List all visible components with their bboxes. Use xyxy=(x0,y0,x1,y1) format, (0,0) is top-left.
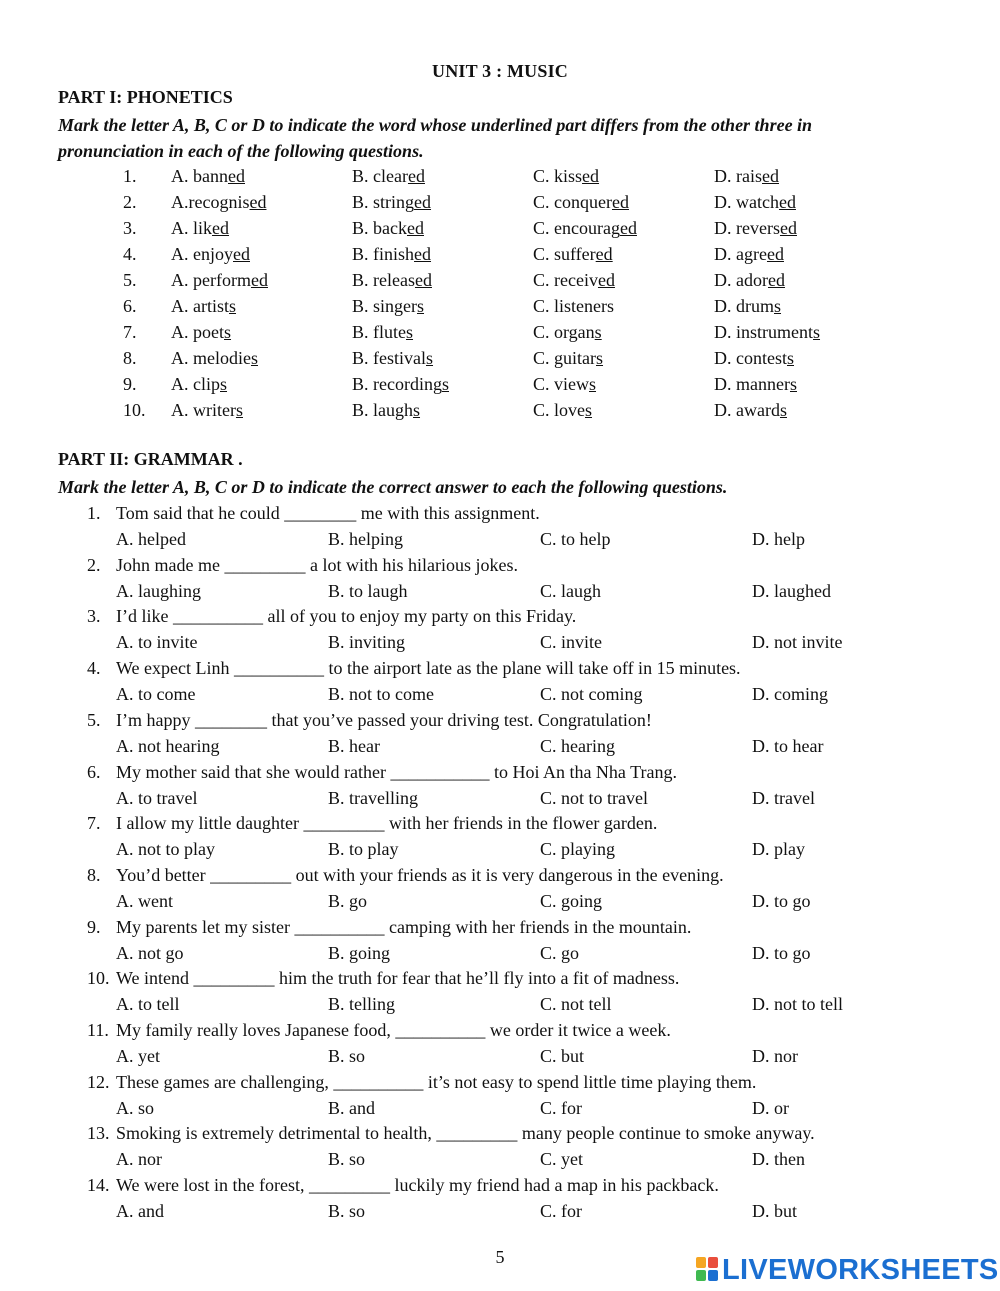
answer-option[interactable] xyxy=(352,267,432,293)
answer-option[interactable]: C. go xyxy=(540,942,580,963)
part1-heading: PART I: PHONETICS xyxy=(58,87,233,107)
grammar-question xyxy=(0,1017,1000,1043)
answer-option[interactable]: D. nor xyxy=(752,1046,798,1066)
option-text: C. conquer xyxy=(533,192,612,212)
underlined-part: s xyxy=(413,400,421,420)
answer-options-row xyxy=(0,526,1000,552)
question-number: 10. xyxy=(87,968,110,989)
grammar-question xyxy=(0,862,1000,888)
option-text: B. string xyxy=(352,192,415,212)
answer-option[interactable]: A. so xyxy=(116,1097,155,1118)
answer-option[interactable]: D. play xyxy=(752,839,805,860)
underlined-part: s xyxy=(441,374,449,394)
underlined-part: ed xyxy=(619,218,637,238)
underlined-part: ed xyxy=(250,270,268,290)
option-text: C. suffer xyxy=(533,244,596,264)
question-number: 5. xyxy=(87,709,101,730)
answer-option[interactable] xyxy=(352,163,425,189)
answer-option[interactable] xyxy=(352,189,431,215)
underlined-part: s xyxy=(779,400,787,420)
grammar-question xyxy=(0,552,1000,578)
grammar-question xyxy=(0,1069,1000,1095)
answer-option[interactable] xyxy=(352,319,413,345)
underlined-part: ed xyxy=(414,270,432,290)
answer-option[interactable]: A. to come xyxy=(116,684,196,705)
answer-options-row xyxy=(0,1095,1000,1121)
answer-options-row xyxy=(0,1146,1000,1172)
grammar-question xyxy=(0,707,1000,733)
answer-option[interactable] xyxy=(171,371,227,397)
underlined-part: s xyxy=(786,348,794,368)
answer-option[interactable]: B. helping xyxy=(328,529,403,549)
answer-option[interactable]: A. not to play xyxy=(116,839,215,860)
answer-option[interactable] xyxy=(171,397,243,423)
answer-options-row xyxy=(0,1198,1000,1224)
underlined-part: s xyxy=(596,348,604,368)
answer-option[interactable] xyxy=(171,293,236,319)
option-text: A. artist xyxy=(171,296,229,316)
option-text: A. clip xyxy=(171,374,220,394)
option-text: C. view xyxy=(533,374,589,394)
answer-option[interactable] xyxy=(352,215,424,241)
option-text: D. contest xyxy=(714,348,787,368)
underlined-part: s xyxy=(585,400,593,420)
answer-option[interactable]: A. helped xyxy=(116,529,186,549)
underlined-part: ed xyxy=(228,166,245,186)
answer-option[interactable]: B. so xyxy=(328,1046,366,1066)
answer-option[interactable] xyxy=(171,319,231,345)
option-text: C. guitar xyxy=(533,348,596,368)
grammar-question xyxy=(0,603,1000,629)
answer-option[interactable]: D. but xyxy=(752,1201,797,1222)
question-text: Smoking is extremely detrimental to health, _________ many people continue to smoke anyway. xyxy=(116,1123,815,1144)
part1-instruction-line2: pronunciation in each of the following questions. xyxy=(58,141,424,161)
part2-instruction: Mark the letter A, B, C or D to indicate the correct answer to each the following questions. xyxy=(58,477,728,497)
answer-option[interactable] xyxy=(533,215,637,241)
question-text: John made me _________ a lot with his hilarious jokes. xyxy=(116,554,518,575)
underlined-part: ed xyxy=(779,218,797,238)
liveworksheets-wordmark: LIVEWORKSHEETS xyxy=(722,1253,999,1286)
option-text: C. love xyxy=(533,400,585,420)
answer-option[interactable]: B. telling xyxy=(328,994,395,1015)
answer-option[interactable] xyxy=(171,267,268,293)
question-number: 1. xyxy=(87,503,101,523)
answer-option[interactable]: A. nor xyxy=(116,1149,162,1170)
answer-option[interactable] xyxy=(533,397,592,423)
option-text: B. clear xyxy=(352,166,408,186)
answer-option[interactable]: D. or xyxy=(752,1097,789,1118)
option-text: A. melodie xyxy=(171,348,251,368)
answer-option[interactable]: C. yet xyxy=(540,1149,583,1170)
underlined-part: ed xyxy=(597,270,615,290)
question-number: 6. xyxy=(123,296,137,316)
question-number: 9. xyxy=(123,374,137,394)
option-text: A. bann xyxy=(171,166,228,186)
option-text: B. festival xyxy=(352,348,426,368)
question-number: 8. xyxy=(87,864,101,885)
underlined-part: ed xyxy=(582,166,600,186)
option-text: D. drum xyxy=(714,296,774,316)
question-number: 7. xyxy=(123,322,137,342)
underlined-part: s xyxy=(426,348,434,368)
answer-options-row xyxy=(0,733,1000,759)
grammar-question xyxy=(0,914,1000,940)
answer-option[interactable] xyxy=(533,371,596,397)
option-text: C. organ xyxy=(533,322,595,342)
underlined-part: s xyxy=(789,374,797,394)
question-text: My family really loves Japanese food, __________ we order it twice a week. xyxy=(116,1020,671,1040)
answer-option[interactable] xyxy=(714,345,794,371)
underlined-part: s xyxy=(417,296,425,316)
answer-option[interactable]: A. went xyxy=(116,890,173,911)
underlined-part: s xyxy=(235,400,243,420)
answer-options-row xyxy=(0,578,1000,604)
underlined-part: ed xyxy=(233,244,250,264)
answer-option[interactable] xyxy=(352,371,449,397)
answer-option[interactable]: A. and xyxy=(116,1201,164,1222)
option-text: A. perform xyxy=(171,270,251,290)
question-number: 8. xyxy=(123,348,137,368)
answer-option[interactable] xyxy=(533,345,603,371)
answer-option[interactable] xyxy=(714,293,781,319)
option-text: B. back xyxy=(352,218,407,238)
answer-option[interactable]: B. to play xyxy=(328,839,399,860)
option-text: D. watch xyxy=(714,192,779,212)
answer-option[interactable]: C. but xyxy=(540,1046,585,1066)
option-text: A.recognis xyxy=(171,192,250,212)
option-text: D. agre xyxy=(714,244,767,264)
answer-option[interactable] xyxy=(714,267,785,293)
answer-option[interactable]: A. not go xyxy=(116,942,184,963)
answer-option[interactable] xyxy=(714,163,779,189)
option-text: B. singer xyxy=(352,296,417,316)
answer-option[interactable]: C. to help xyxy=(540,529,611,549)
grammar-question xyxy=(0,500,1000,526)
answer-option[interactable] xyxy=(171,345,258,371)
answer-option[interactable]: D. to go xyxy=(752,890,811,911)
question-number: 11. xyxy=(87,1020,109,1040)
underlined-part: ed xyxy=(762,166,779,186)
answer-option[interactable]: D. not invite xyxy=(752,632,843,653)
answer-option[interactable] xyxy=(533,189,629,215)
question-number: 3. xyxy=(87,606,101,627)
question-number: 5. xyxy=(123,270,137,290)
answer-option[interactable]: B. so xyxy=(328,1201,366,1222)
option-text: C. encourag xyxy=(533,218,620,238)
question-number: 12. xyxy=(87,1071,110,1092)
option-text: A. writer xyxy=(171,400,236,420)
answer-options-row xyxy=(0,836,1000,862)
grammar-question xyxy=(0,655,1000,681)
underlined-part: ed xyxy=(407,166,425,186)
answer-option[interactable] xyxy=(714,215,797,241)
answer-option[interactable]: D. help xyxy=(752,529,805,549)
answer-option[interactable] xyxy=(352,241,431,267)
answer-option[interactable] xyxy=(352,293,424,319)
grammar-question xyxy=(0,810,1000,836)
answer-option[interactable]: C. invite xyxy=(540,632,602,653)
answer-option[interactable] xyxy=(533,241,613,267)
answer-option[interactable]: B. go xyxy=(328,890,368,911)
option-text: D. award xyxy=(714,400,780,420)
answer-option[interactable]: A. to tell xyxy=(116,994,180,1015)
question-number: 14. xyxy=(87,1175,110,1196)
underlined-part: ed xyxy=(414,192,432,212)
part2-heading: PART II: GRAMMAR . xyxy=(58,449,243,469)
answer-option[interactable] xyxy=(714,319,820,345)
answer-option[interactable]: C. not coming xyxy=(540,684,643,705)
underlined-part: ed xyxy=(778,192,796,212)
underlined-part: s xyxy=(220,374,228,394)
underlined-part: s xyxy=(406,322,414,342)
underlined-part: ed xyxy=(414,244,432,264)
answer-option[interactable]: D. to go xyxy=(752,942,811,963)
answer-options-row xyxy=(0,991,1000,1017)
option-text: B. flute xyxy=(352,322,406,342)
question-text: I’d like __________ all of you to enjoy my party on this Friday. xyxy=(116,606,577,627)
answer-option[interactable]: C. for xyxy=(540,1097,582,1118)
answer-option[interactable] xyxy=(714,189,796,215)
answer-option[interactable]: C. not tell xyxy=(540,994,612,1015)
option-text: B. recording xyxy=(352,374,442,394)
underlined-part: ed xyxy=(595,244,613,264)
grammar-question xyxy=(0,1120,1000,1146)
question-text: Tom said that he could ________ me with this assignment. xyxy=(116,503,540,523)
answer-option[interactable]: A. laughing xyxy=(116,580,201,601)
option-text: C. kiss xyxy=(533,166,583,186)
answer-option[interactable]: A. to invite xyxy=(116,632,198,653)
underlined-part: ed xyxy=(766,244,784,264)
underlined-part: s xyxy=(589,374,597,394)
liveworksheets-icon xyxy=(696,1257,720,1283)
answer-option[interactable]: C. going xyxy=(540,890,603,911)
question-number: 2. xyxy=(123,192,137,212)
underlined-part: ed xyxy=(212,218,230,238)
answer-option[interactable]: D. laughed xyxy=(752,580,831,601)
option-text: C. listeners xyxy=(533,296,614,316)
option-text: D. rais xyxy=(714,166,762,186)
option-text: B. finish xyxy=(352,244,415,264)
answer-option[interactable]: A. to travel xyxy=(116,787,198,808)
part1-instruction-line1: Mark the letter A, B, C or D to indicate the word whose underlined part differs from the other three in xyxy=(58,115,813,135)
question-text: I allow my little daughter _________ with her friends in the flower garden. xyxy=(116,813,658,834)
underlined-part: s xyxy=(229,296,237,316)
question-number: 13. xyxy=(87,1123,110,1144)
option-text: A. lik xyxy=(171,218,213,238)
answer-option[interactable] xyxy=(533,163,599,189)
page-title: UNIT 3 : MUSIC xyxy=(432,61,568,81)
underlined-part: ed xyxy=(406,218,424,238)
answer-option[interactable] xyxy=(171,189,266,215)
answer-option[interactable]: D. to hear xyxy=(752,735,824,756)
answer-option[interactable]: C. laugh xyxy=(540,580,601,601)
option-text: B. laugh xyxy=(352,400,413,420)
underlined-part: ed xyxy=(249,192,267,212)
answer-option[interactable] xyxy=(171,241,250,267)
question-text: These games are challenging, __________ it’s not easy to spend little time playing them. xyxy=(116,1071,757,1092)
answer-option[interactable]: A. yet xyxy=(116,1046,160,1066)
answer-option[interactable]: B. travelling xyxy=(328,787,418,808)
question-number: 4. xyxy=(87,658,101,679)
underlined-part: s xyxy=(250,348,258,368)
answer-options-row xyxy=(0,888,1000,914)
option-text: D. ador xyxy=(714,270,768,290)
answer-option[interactable]: D. travel xyxy=(752,787,815,808)
underlined-part: s xyxy=(774,296,782,316)
grammar-question xyxy=(0,1172,1000,1198)
answer-option[interactable]: B. going xyxy=(328,942,391,963)
answer-option[interactable] xyxy=(171,163,245,189)
answer-option[interactable] xyxy=(533,293,614,319)
answer-option[interactable]: C. for xyxy=(540,1201,582,1222)
option-text: C. receiv xyxy=(533,270,598,290)
answer-option[interactable]: B. inviting xyxy=(328,632,406,653)
answer-options-row xyxy=(0,1043,1000,1069)
answer-options-row xyxy=(0,785,1000,811)
question-text: You’d better _________ out with your friends as it is very dangerous in the evening. xyxy=(116,864,724,885)
answer-option[interactable] xyxy=(352,397,420,423)
answer-option[interactable]: D. not to tell xyxy=(752,994,843,1015)
option-text: D. manner xyxy=(714,374,790,394)
answer-options-row xyxy=(0,629,1000,655)
option-text: A. enjoy xyxy=(171,244,233,264)
question-number: 4. xyxy=(123,244,137,264)
question-number: 2. xyxy=(87,554,101,575)
underlined-part: s xyxy=(813,322,821,342)
option-text: D. revers xyxy=(714,218,780,238)
answer-option[interactable] xyxy=(352,345,433,371)
question-number: 1. xyxy=(123,166,137,186)
grammar-question xyxy=(0,759,1000,785)
question-number: 7. xyxy=(87,813,101,834)
answer-option[interactable] xyxy=(533,319,602,345)
answer-option[interactable]: B. to laugh xyxy=(328,580,408,601)
answer-option[interactable]: B. not to come xyxy=(328,684,434,705)
question-text: We expect Linh __________ to the airport late as the plane will take off in 15 minutes. xyxy=(116,658,741,679)
underlined-part: ed xyxy=(767,270,785,290)
answer-option[interactable] xyxy=(714,241,784,267)
answer-option[interactable] xyxy=(533,267,615,293)
answer-option[interactable]: C. hearing xyxy=(540,735,615,756)
answer-option[interactable] xyxy=(714,397,787,423)
answer-option[interactable]: A. not hearing xyxy=(116,735,220,756)
question-text: I’m happy ________ that you’ve passed your driving test. Congratulation! xyxy=(116,709,652,730)
answer-option[interactable] xyxy=(714,371,797,397)
liveworksheets-logo[interactable] xyxy=(696,1254,999,1286)
question-text: We were lost in the forest, _________ luckily my friend had a map in his packback. xyxy=(116,1175,719,1196)
answer-option[interactable]: D. then xyxy=(752,1149,805,1170)
option-text: A. poet xyxy=(171,322,224,342)
page-number: 5 xyxy=(495,1247,505,1267)
question-number: 3. xyxy=(123,218,137,238)
option-text: B. releas xyxy=(352,270,415,290)
answer-option[interactable]: B. and xyxy=(328,1097,375,1118)
answer-option[interactable]: D. coming xyxy=(752,684,828,705)
question-number: 9. xyxy=(87,916,101,937)
underlined-part: s xyxy=(594,322,602,342)
answer-option[interactable]: B. so xyxy=(328,1149,366,1170)
question-number: 6. xyxy=(87,761,101,782)
underlined-part: s xyxy=(224,322,232,342)
question-text: My parents let my sister __________ camping with her friends in the mountain. xyxy=(116,916,692,937)
question-text: We intend _________ him the truth for fear that he’ll fly into a fit of madness. xyxy=(116,968,680,989)
option-text: D. instrument xyxy=(714,322,813,342)
answer-option[interactable]: B. hear xyxy=(328,735,380,756)
answer-options-row xyxy=(0,940,1000,966)
grammar-question xyxy=(0,965,1000,991)
answer-option[interactable]: C. playing xyxy=(540,839,615,860)
answer-option[interactable]: C. not to travel xyxy=(540,787,648,808)
underlined-part: ed xyxy=(611,192,629,212)
answer-option[interactable] xyxy=(171,215,229,241)
answer-options-row xyxy=(0,681,1000,707)
question-number: 10. xyxy=(123,400,146,420)
question-text: My mother said that she would rather ___________ to Hoi An tha Nha Trang. xyxy=(116,761,677,782)
